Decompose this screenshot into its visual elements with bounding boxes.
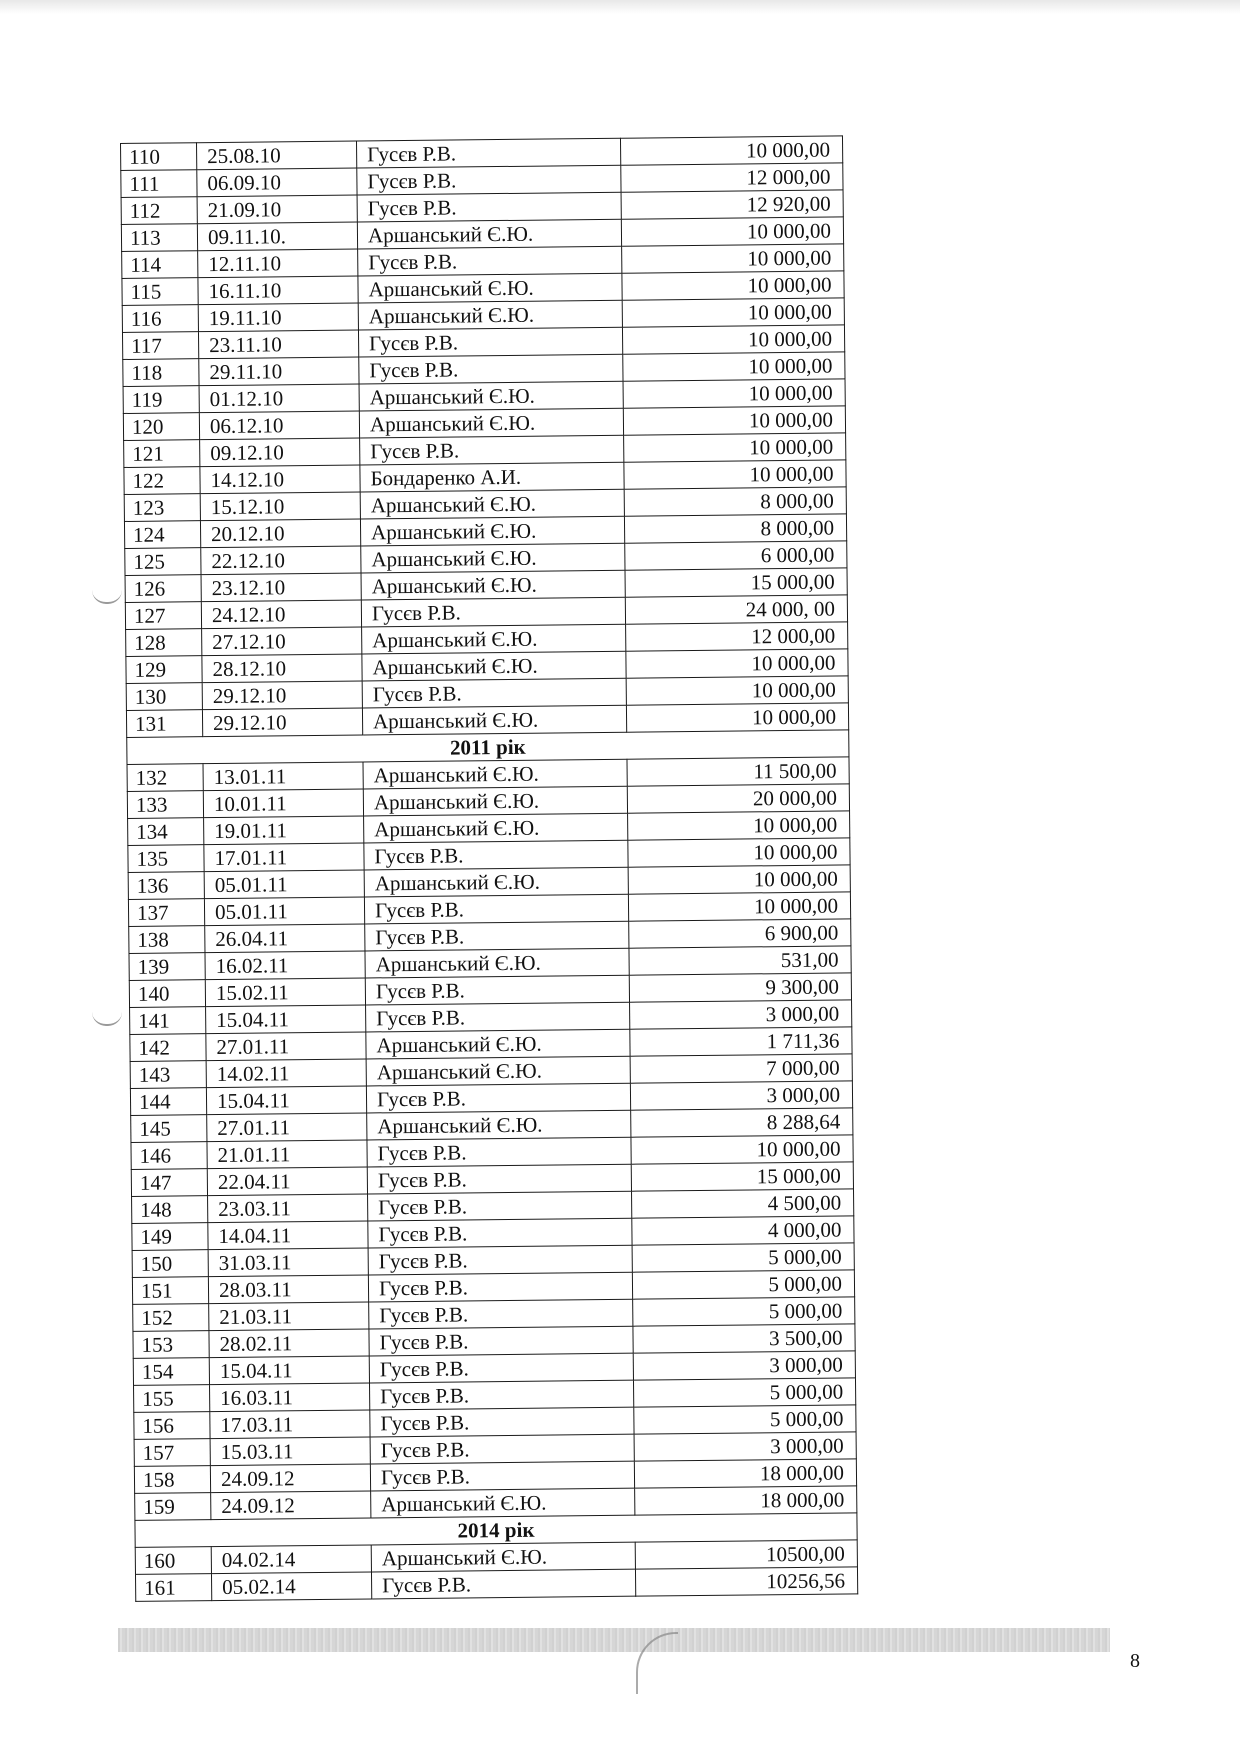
- row-name: Аршанський Є.Ю.: [371, 1542, 635, 1572]
- row-amount: 15 000,00: [625, 568, 847, 597]
- row-amount: 10 000,00: [628, 838, 850, 867]
- row-amount: 5 000,00: [633, 1378, 855, 1407]
- row-number: 158: [134, 1466, 210, 1494]
- row-number: 110: [121, 143, 197, 171]
- row-amount: 6 000,00: [625, 541, 847, 570]
- row-amount: 8 000,00: [624, 514, 846, 543]
- row-amount: 20 000,00: [627, 784, 849, 813]
- row-name: Гусєв Р.В.: [366, 1083, 630, 1113]
- row-number: 112: [121, 197, 197, 225]
- row-name: Гусєв Р.В.: [370, 1434, 634, 1464]
- row-name: Бондаренко А.И.: [360, 462, 624, 492]
- row-name: Аршанський Є.Ю.: [371, 1488, 635, 1518]
- scan-top-edge: [0, 0, 1240, 14]
- row-name: Гусєв Р.В.: [368, 1272, 632, 1302]
- row-name: Аршанський Є.Ю.: [361, 543, 625, 573]
- row-date: 21.09.10: [197, 195, 357, 224]
- row-number: 134: [128, 818, 204, 846]
- year-heading-2011: 2011 рік: [127, 730, 849, 765]
- row-date: 22.04.11: [207, 1167, 367, 1196]
- row-number: 121: [124, 440, 200, 468]
- row-number: 153: [133, 1331, 209, 1359]
- row-date: 19.11.10: [198, 303, 358, 332]
- row-date: 29.11.10: [199, 357, 359, 386]
- row-date: 15.03.11: [210, 1437, 370, 1466]
- row-name: Гусєв Р.В.: [370, 1461, 634, 1491]
- row-number: 151: [132, 1277, 208, 1305]
- row-date: 15.04.11: [206, 1086, 366, 1115]
- row-amount: 12 920,00: [621, 190, 843, 219]
- row-amount: 3 000,00: [634, 1432, 856, 1461]
- row-name: Гусєв Р.В.: [369, 1380, 633, 1410]
- row-date: 17.01.11: [204, 843, 364, 872]
- row-date: 04.02.14: [211, 1545, 371, 1574]
- row-date: 16.11.10: [198, 276, 358, 305]
- row-name: Гусєв Р.В.: [368, 1191, 632, 1221]
- row-name: Гусєв Р.В.: [366, 1002, 630, 1032]
- row-date: 14.04.11: [208, 1221, 368, 1250]
- row-name: Гусєв Р.В.: [369, 1353, 633, 1383]
- row-number: 161: [135, 1574, 211, 1602]
- row-amount: 24 000, 00: [625, 595, 847, 624]
- row-amount: 12 000,00: [621, 163, 843, 192]
- row-number: 111: [121, 170, 197, 198]
- row-name: Гусєв Р.В.: [367, 1137, 631, 1167]
- row-date: 12.11.10: [198, 249, 358, 278]
- row-date: 06.12.10: [199, 411, 359, 440]
- scan-strip: [118, 1628, 1110, 1652]
- row-number: 146: [131, 1142, 207, 1170]
- row-number: 113: [121, 224, 197, 252]
- row-number: 150: [132, 1250, 208, 1278]
- row-number: 142: [130, 1034, 206, 1062]
- row-amount: 10 000,00: [622, 244, 844, 273]
- row-amount: 7 000,00: [630, 1054, 852, 1083]
- row-amount: 10 000,00: [626, 649, 848, 678]
- row-number: 120: [123, 413, 199, 441]
- row-amount: 10 000,00: [624, 433, 846, 462]
- row-amount: 6 900,00: [629, 919, 851, 948]
- row-name: Аршанський Є.Ю.: [367, 1110, 631, 1140]
- row-name: Аршанський Є.Ю.: [361, 570, 625, 600]
- row-amount: 9 300,00: [629, 973, 851, 1002]
- row-date: 09.11.10.: [197, 222, 357, 251]
- row-amount: 10256,56: [635, 1567, 857, 1596]
- row-number: 152: [133, 1304, 209, 1332]
- row-amount: 3 500,00: [633, 1324, 855, 1353]
- row-amount: 3 000,00: [630, 1081, 852, 1110]
- row-name: Аршанський Є.Ю.: [364, 813, 628, 843]
- row-name: Гусєв Р.В.: [358, 246, 622, 276]
- row-number: 116: [122, 305, 198, 333]
- row-date: 19.01.11: [204, 816, 364, 845]
- row-name: Гусєв Р.В.: [357, 165, 621, 195]
- row-name: Гусєв Р.В.: [367, 1164, 631, 1194]
- row-number: 148: [132, 1196, 208, 1224]
- row-number: 138: [129, 926, 205, 954]
- row-date: 05.01.11: [204, 870, 364, 899]
- row-name: Гусєв Р.В.: [365, 975, 629, 1005]
- row-number: 123: [124, 494, 200, 522]
- row-number: 124: [124, 521, 200, 549]
- row-amount: 10 000,00: [622, 271, 844, 300]
- row-date: 24.12.10: [201, 600, 361, 629]
- row-name: Гусєв Р.В.: [356, 138, 620, 168]
- row-number: 130: [126, 683, 202, 711]
- row-date: 16.03.11: [210, 1383, 370, 1412]
- row-name: Аршанський Є.Ю.: [359, 408, 623, 438]
- row-number: 144: [130, 1088, 206, 1116]
- rows-2014: [135, 1540, 858, 1602]
- row-amount: 10 000,00: [623, 352, 845, 381]
- row-name: Аршанський Є.Ю.: [362, 624, 626, 654]
- row-date: 16.02.11: [205, 951, 365, 980]
- row-number: 125: [125, 548, 201, 576]
- rows-2011: [127, 757, 857, 1521]
- row-amount: 10 000,00: [628, 811, 850, 840]
- row-amount: 5 000,00: [634, 1405, 856, 1434]
- row-number: 136: [128, 872, 204, 900]
- row-date: 29.12.10: [202, 708, 362, 737]
- row-amount: 3 000,00: [633, 1351, 855, 1380]
- row-date: 31.03.11: [208, 1248, 368, 1277]
- row-name: Гусєв Р.В.: [359, 354, 623, 384]
- row-amount: 10 000,00: [623, 406, 845, 435]
- row-date: 28.03.11: [208, 1275, 368, 1304]
- row-date: 15.12.10: [200, 492, 360, 521]
- row-date: 09.12.10: [200, 438, 360, 467]
- row-amount: 10 000,00: [623, 379, 845, 408]
- row-number: 141: [130, 1007, 206, 1035]
- row-number: 128: [126, 629, 202, 657]
- row-name: Аршанський Є.Ю.: [363, 786, 627, 816]
- row-amount: 3 000,00: [630, 1000, 852, 1029]
- row-number: 160: [135, 1547, 211, 1575]
- row-number: 156: [134, 1412, 210, 1440]
- row-date: 27.01.11: [207, 1113, 367, 1142]
- row-number: 149: [132, 1223, 208, 1251]
- row-name: Аршанський Є.Ю.: [366, 1029, 630, 1059]
- row-number: 147: [131, 1169, 207, 1197]
- row-amount: 5 000,00: [632, 1243, 854, 1272]
- row-name: Аршанський Є.Ю.: [365, 948, 629, 978]
- row-amount: 10 000,00: [626, 676, 848, 705]
- row-date: 27.01.11: [206, 1032, 366, 1061]
- row-amount: 4 000,00: [632, 1216, 854, 1245]
- scan-mark: [92, 590, 122, 604]
- row-amount: 531,00: [629, 946, 851, 975]
- row-date: 21.03.11: [209, 1302, 369, 1331]
- row-name: Аршанський Є.Ю.: [360, 516, 624, 546]
- row-date: 28.12.10: [202, 654, 362, 683]
- row-name: Аршанський Є.Ю.: [358, 273, 622, 303]
- row-number: 131: [126, 710, 202, 738]
- row-date: 17.03.11: [210, 1410, 370, 1439]
- row-amount: 5 000,00: [633, 1297, 855, 1326]
- row-date: 15.02.11: [205, 978, 365, 1007]
- row-date: 01.12.10: [199, 384, 359, 413]
- row-number: 139: [129, 953, 205, 981]
- row-date: 15.04.11: [206, 1005, 366, 1034]
- row-name: Аршанський Є.Ю.: [364, 867, 628, 897]
- payments-table: [120, 135, 858, 1601]
- row-number: 132: [127, 764, 203, 792]
- row-amount: 10 000,00: [622, 325, 844, 354]
- row-date: 25.08.10: [197, 141, 357, 170]
- row-amount: 8 000,00: [624, 487, 846, 516]
- row-amount: 10 000,00: [626, 703, 848, 732]
- row-name: Гусєв Р.В.: [365, 921, 629, 951]
- row-date: 21.01.11: [207, 1140, 367, 1169]
- row-date: 06.09.10: [197, 168, 357, 197]
- row-number: 126: [125, 575, 201, 603]
- row-date: 23.12.10: [201, 573, 361, 602]
- row-name: Гусєв Р.В.: [369, 1299, 633, 1329]
- row-name: Аршанський Є.Ю.: [357, 219, 621, 249]
- row-number: 129: [126, 656, 202, 684]
- row-number: 122: [124, 467, 200, 495]
- row-name: Гусєв Р.В.: [364, 840, 628, 870]
- row-date: 20.12.10: [200, 519, 360, 548]
- row-date: 24.09.12: [211, 1491, 371, 1520]
- row-amount: 18 000,00: [634, 1459, 856, 1488]
- row-amount: 10 000,00: [624, 460, 846, 489]
- row-number: 159: [135, 1493, 211, 1521]
- row-date: 10.01.11: [203, 789, 363, 818]
- row-amount: 5 000,00: [632, 1270, 854, 1299]
- row-name: Гусєв Р.В.: [357, 192, 621, 222]
- row-number: 145: [131, 1115, 207, 1143]
- row-amount: 10 000,00: [620, 136, 842, 165]
- row-date: 29.12.10: [202, 681, 362, 710]
- row-amount: 1 711,36: [630, 1027, 852, 1056]
- row-amount: 10 000,00: [621, 217, 843, 246]
- row-amount: 10 000,00: [631, 1135, 853, 1164]
- row-amount: 11 500,00: [627, 757, 849, 786]
- row-name: Гусєв Р.В.: [364, 894, 628, 924]
- row-number: 157: [134, 1439, 210, 1467]
- row-name: Гусєв Р.В.: [358, 327, 622, 357]
- row-name: Аршанський Є.Ю.: [366, 1056, 630, 1086]
- row-number: 135: [128, 845, 204, 873]
- row-date: 27.12.10: [202, 627, 362, 656]
- rows-2010: [121, 136, 849, 738]
- row-date: 14.02.11: [206, 1059, 366, 1088]
- row-number: 143: [130, 1061, 206, 1089]
- row-name: Аршанський Є.Ю.: [360, 489, 624, 519]
- row-date: 22.12.10: [201, 546, 361, 575]
- row-date: 15.04.11: [209, 1356, 369, 1385]
- row-amount: 18 000,00: [635, 1486, 857, 1515]
- row-date: 23.03.11: [208, 1194, 368, 1223]
- row-date: 14.12.10: [200, 465, 360, 494]
- row-number: 115: [122, 278, 198, 306]
- row-date: 26.04.11: [205, 924, 365, 953]
- row-date: 05.01.11: [204, 897, 364, 926]
- row-number: 114: [122, 251, 198, 279]
- row-date: 28.02.11: [209, 1329, 369, 1358]
- row-name: Аршанський Є.Ю.: [363, 759, 627, 789]
- page-number: 8: [1130, 1650, 1140, 1672]
- row-amount: 10 000,00: [628, 865, 850, 894]
- row-number: 119: [123, 386, 199, 414]
- year-heading-2014: 2014 рік: [135, 1513, 857, 1548]
- row-name: Гусєв Р.В.: [369, 1326, 633, 1356]
- row-amount: 8 288,64: [631, 1108, 853, 1137]
- row-name: Аршанський Є.Ю.: [359, 381, 623, 411]
- row-amount: 12 000,00: [626, 622, 848, 651]
- row-name: Гусєв Р.В.: [370, 1407, 634, 1437]
- row-date: 05.02.14: [211, 1572, 371, 1601]
- row-name: Гусєв Р.В.: [371, 1569, 635, 1599]
- row-amount: 15 000,00: [631, 1162, 853, 1191]
- row-amount: 10 000,00: [628, 892, 850, 921]
- row-number: 117: [122, 332, 198, 360]
- scan-mark: [92, 1012, 122, 1026]
- row-amount: 10 000,00: [622, 298, 844, 327]
- row-name: Гусєв Р.В.: [368, 1218, 632, 1248]
- row-number: 127: [125, 602, 201, 630]
- row-name: Гусєв Р.В.: [361, 597, 625, 627]
- row-number: 155: [134, 1385, 210, 1413]
- row-amount: 10500,00: [635, 1540, 857, 1569]
- row-amount: 4 500,00: [632, 1189, 854, 1218]
- row-name: Гусєв Р.В.: [362, 678, 626, 708]
- row-name: Аршанський Є.Ю.: [362, 651, 626, 681]
- row-date: 24.09.12: [210, 1464, 370, 1493]
- row-number: 140: [129, 980, 205, 1008]
- row-date: 23.11.10: [198, 330, 358, 359]
- row-number: 133: [127, 791, 203, 819]
- row-name: Гусєв Р.В.: [368, 1245, 632, 1275]
- row-number: 154: [133, 1358, 209, 1386]
- row-number: 137: [128, 899, 204, 927]
- row-name: Аршанський Є.Ю.: [358, 300, 622, 330]
- row-number: 118: [123, 359, 199, 387]
- row-name: Аршанський Є.Ю.: [362, 705, 626, 735]
- row-name: Гусєв Р.В.: [360, 435, 624, 465]
- row-date: 13.01.11: [203, 762, 363, 791]
